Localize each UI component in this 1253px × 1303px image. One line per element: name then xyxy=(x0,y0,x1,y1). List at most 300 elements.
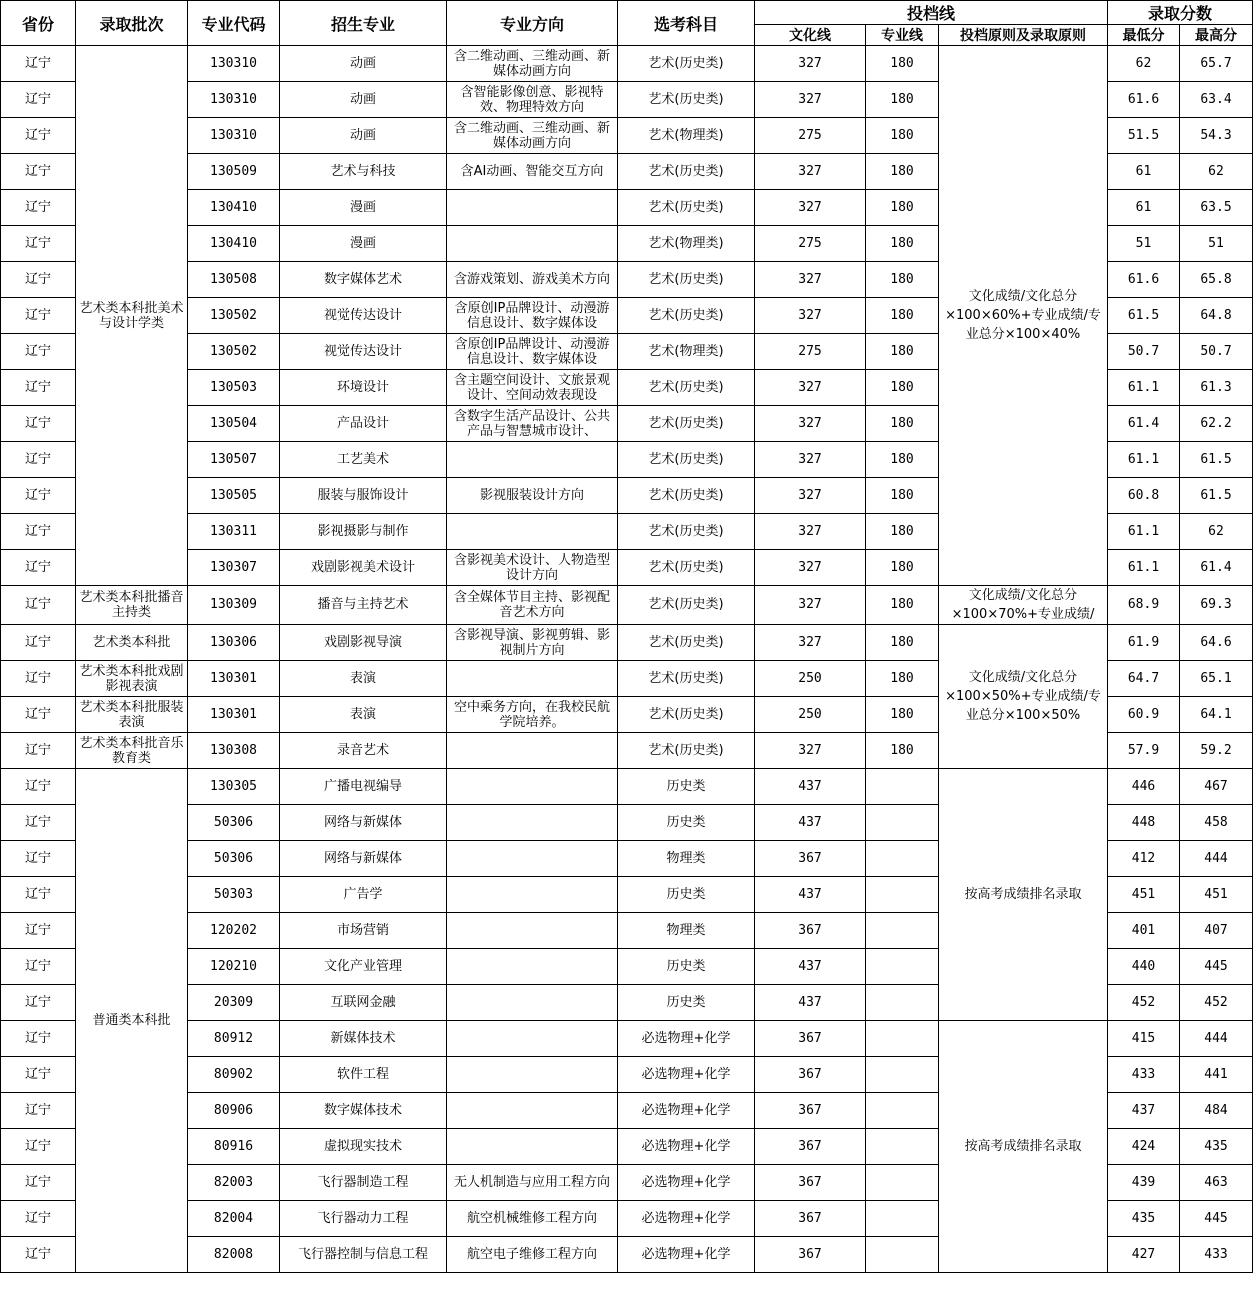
table-row xyxy=(1,625,1253,661)
direction-cell xyxy=(447,913,618,949)
code-cell: 80912 xyxy=(188,1021,280,1057)
direction-cell: 含数字生活产品设计、公共产品与智慧城市设计、 xyxy=(447,406,618,442)
code-cell: 82004 xyxy=(188,1201,280,1237)
subject-cell: 艺术(历史类) xyxy=(618,733,755,769)
culture-line-cell: 367 xyxy=(755,913,866,949)
code-cell: 120210 xyxy=(188,949,280,985)
min-score-cell: 68.9 xyxy=(1108,586,1180,625)
major-line-cell xyxy=(866,985,939,1021)
code-cell: 80916 xyxy=(188,1129,280,1165)
direction-cell: 航空电子维修工程方向 xyxy=(447,1237,618,1273)
culture-line-cell: 327 xyxy=(755,262,866,298)
code-cell: 80906 xyxy=(188,1093,280,1129)
major-cell: 数字媒体艺术 xyxy=(280,262,447,298)
code-cell: 130308 xyxy=(188,733,280,769)
culture-line-cell: 250 xyxy=(755,697,866,733)
major-cell: 视觉传达设计 xyxy=(280,334,447,370)
province-cell: 辽宁 xyxy=(1,805,76,841)
min-score-cell: 51 xyxy=(1108,226,1180,262)
principle-cell: 文化成绩/文化总分×100×60%+专业成绩/专业总分×100×40% xyxy=(939,46,1108,586)
culture-line-cell: 327 xyxy=(755,298,866,334)
major-cell: 动画 xyxy=(280,46,447,82)
subject-cell: 艺术(历史类) xyxy=(618,661,755,697)
batch-cell: 普通类本科批 xyxy=(76,769,188,1273)
culture-line-cell: 327 xyxy=(755,46,866,82)
major-cell: 网络与新媒体 xyxy=(280,841,447,877)
province-cell: 辽宁 xyxy=(1,877,76,913)
min-score-cell: 437 xyxy=(1108,1093,1180,1129)
code-cell: 20309 xyxy=(188,985,280,1021)
major-line-cell xyxy=(866,1093,939,1129)
code-cell: 130507 xyxy=(188,442,280,478)
batch-cell: 艺术类本科批戏剧影视表演 xyxy=(76,661,188,697)
max-score-cell: 63.4 xyxy=(1180,82,1253,118)
direction-cell: 空中乘务方向，在我校民航学院培养。 xyxy=(447,697,618,733)
direction-cell xyxy=(447,949,618,985)
culture-line-cell: 437 xyxy=(755,769,866,805)
province-cell: 辽宁 xyxy=(1,118,76,154)
culture-line-cell: 437 xyxy=(755,877,866,913)
subject-cell: 艺术(历史类) xyxy=(618,370,755,406)
min-score-cell: 62 xyxy=(1108,46,1180,82)
header-subject: 选考科目 xyxy=(618,1,755,46)
culture-line-cell: 327 xyxy=(755,514,866,550)
table-row xyxy=(1,769,1253,805)
max-score-cell: 445 xyxy=(1180,949,1253,985)
principle-cell: 按高考成绩排名录取 xyxy=(939,1021,1108,1273)
direction-cell xyxy=(447,733,618,769)
header-max: 最高分 xyxy=(1180,25,1253,46)
major-cell: 视觉传达设计 xyxy=(280,298,447,334)
min-score-cell: 435 xyxy=(1108,1201,1180,1237)
direction-cell: 含二维动画、三维动画、新媒体动画方向 xyxy=(447,118,618,154)
direction-cell: 含主题空间设计、文旅景观设计、空间动效表现设 xyxy=(447,370,618,406)
subject-cell: 历史类 xyxy=(618,949,755,985)
major-line-cell: 180 xyxy=(866,262,939,298)
min-score-cell: 415 xyxy=(1108,1021,1180,1057)
max-score-cell: 484 xyxy=(1180,1093,1253,1129)
min-score-cell: 439 xyxy=(1108,1165,1180,1201)
subject-cell: 必选物理+化学 xyxy=(618,1093,755,1129)
major-line-cell: 180 xyxy=(866,46,939,82)
max-score-cell: 458 xyxy=(1180,805,1253,841)
culture-line-cell: 367 xyxy=(755,1129,866,1165)
direction-cell xyxy=(447,190,618,226)
culture-line-cell: 367 xyxy=(755,1237,866,1273)
header-toudang: 投档线 xyxy=(755,1,1108,25)
max-score-cell: 452 xyxy=(1180,985,1253,1021)
major-line-cell: 180 xyxy=(866,406,939,442)
min-score-cell: 61 xyxy=(1108,190,1180,226)
subject-cell: 艺术(历史类) xyxy=(618,442,755,478)
max-score-cell: 62 xyxy=(1180,514,1253,550)
culture-line-cell: 327 xyxy=(755,625,866,661)
province-cell: 辽宁 xyxy=(1,1237,76,1273)
culture-line-cell: 327 xyxy=(755,406,866,442)
min-score-cell: 451 xyxy=(1108,877,1180,913)
subject-cell: 艺术(历史类) xyxy=(618,406,755,442)
min-score-cell: 424 xyxy=(1108,1129,1180,1165)
min-score-cell: 61.1 xyxy=(1108,370,1180,406)
subject-cell: 历史类 xyxy=(618,805,755,841)
code-cell: 130310 xyxy=(188,46,280,82)
province-cell: 辽宁 xyxy=(1,550,76,586)
direction-cell xyxy=(447,805,618,841)
code-cell: 50306 xyxy=(188,805,280,841)
major-cell: 文化产业管理 xyxy=(280,949,447,985)
table-row xyxy=(1,586,1253,625)
max-score-cell: 463 xyxy=(1180,1165,1253,1201)
major-line-cell: 180 xyxy=(866,118,939,154)
batch-cell: 艺术类本科批 xyxy=(76,625,188,661)
culture-line-cell: 327 xyxy=(755,154,866,190)
subject-cell: 必选物理+化学 xyxy=(618,1201,755,1237)
max-score-cell: 444 xyxy=(1180,1021,1253,1057)
major-cell: 录音艺术 xyxy=(280,733,447,769)
max-score-cell: 50.7 xyxy=(1180,334,1253,370)
major-line-cell: 180 xyxy=(866,733,939,769)
province-cell: 辽宁 xyxy=(1,370,76,406)
min-score-cell: 64.7 xyxy=(1108,661,1180,697)
direction-cell: 含影视导演、影视剪辑、影视制片方向 xyxy=(447,625,618,661)
subject-cell: 历史类 xyxy=(618,877,755,913)
major-cell: 影视摄影与制作 xyxy=(280,514,447,550)
direction-cell xyxy=(447,985,618,1021)
major-line-cell xyxy=(866,1129,939,1165)
max-score-cell: 444 xyxy=(1180,841,1253,877)
subject-cell: 必选物理+化学 xyxy=(618,1129,755,1165)
major-cell: 动画 xyxy=(280,118,447,154)
province-cell: 辽宁 xyxy=(1,733,76,769)
min-score-cell: 433 xyxy=(1108,1057,1180,1093)
header-principle: 投档原则及录取原则 xyxy=(939,25,1108,46)
max-score-cell: 61.4 xyxy=(1180,550,1253,586)
culture-line-cell: 327 xyxy=(755,82,866,118)
culture-line-cell: 437 xyxy=(755,949,866,985)
culture-line-cell: 367 xyxy=(755,1201,866,1237)
major-line-cell: 180 xyxy=(866,478,939,514)
max-score-cell: 467 xyxy=(1180,769,1253,805)
subject-cell: 艺术(历史类) xyxy=(618,586,755,625)
province-cell: 辽宁 xyxy=(1,298,76,334)
subject-cell: 艺术(物理类) xyxy=(618,334,755,370)
province-cell: 辽宁 xyxy=(1,586,76,625)
province-cell: 辽宁 xyxy=(1,661,76,697)
major-line-cell: 180 xyxy=(866,334,939,370)
major-line-cell: 180 xyxy=(866,661,939,697)
major-cell: 环境设计 xyxy=(280,370,447,406)
major-cell: 网络与新媒体 xyxy=(280,805,447,841)
min-score-cell: 448 xyxy=(1108,805,1180,841)
major-line-cell xyxy=(866,1057,939,1093)
major-cell: 动画 xyxy=(280,82,447,118)
major-cell: 虚拟现实技术 xyxy=(280,1129,447,1165)
province-cell: 辽宁 xyxy=(1,697,76,733)
major-line-cell: 180 xyxy=(866,625,939,661)
batch-cell: 艺术类本科批服装表演 xyxy=(76,697,188,733)
direction-cell xyxy=(447,226,618,262)
major-cell: 市场营销 xyxy=(280,913,447,949)
max-score-cell: 59.2 xyxy=(1180,733,1253,769)
max-score-cell: 62.2 xyxy=(1180,406,1253,442)
direction-cell: 无人机制造与应用工程方向 xyxy=(447,1165,618,1201)
code-cell: 130307 xyxy=(188,550,280,586)
province-cell: 辽宁 xyxy=(1,406,76,442)
max-score-cell: 65.7 xyxy=(1180,46,1253,82)
max-score-cell: 54.3 xyxy=(1180,118,1253,154)
major-cell: 戏剧影视美术设计 xyxy=(280,550,447,586)
major-line-cell xyxy=(866,949,939,985)
code-cell: 130309 xyxy=(188,586,280,625)
direction-cell: 含游戏策划、游戏美术方向 xyxy=(447,262,618,298)
header-luqu: 录取分数 xyxy=(1108,1,1253,25)
direction-cell xyxy=(447,1093,618,1129)
major-line-cell: 180 xyxy=(866,442,939,478)
major-line-cell xyxy=(866,805,939,841)
culture-line-cell: 367 xyxy=(755,1057,866,1093)
subject-cell: 艺术(历史类) xyxy=(618,82,755,118)
culture-line-cell: 437 xyxy=(755,805,866,841)
province-cell: 辽宁 xyxy=(1,442,76,478)
min-score-cell: 51.5 xyxy=(1108,118,1180,154)
max-score-cell: 433 xyxy=(1180,1237,1253,1273)
code-cell: 130509 xyxy=(188,154,280,190)
province-cell: 辽宁 xyxy=(1,625,76,661)
culture-line-cell: 327 xyxy=(755,586,866,625)
max-score-cell: 63.5 xyxy=(1180,190,1253,226)
code-cell: 130410 xyxy=(188,226,280,262)
culture-line-cell: 327 xyxy=(755,478,866,514)
direction-cell: 含影视美术设计、人物造型设计方向 xyxy=(447,550,618,586)
major-line-cell: 180 xyxy=(866,550,939,586)
province-cell: 辽宁 xyxy=(1,1165,76,1201)
subject-cell: 必选物理+化学 xyxy=(618,1165,755,1201)
major-line-cell: 180 xyxy=(866,697,939,733)
min-score-cell: 427 xyxy=(1108,1237,1180,1273)
code-cell: 130301 xyxy=(188,697,280,733)
code-cell: 130410 xyxy=(188,190,280,226)
direction-cell xyxy=(447,1057,618,1093)
min-score-cell: 57.9 xyxy=(1108,733,1180,769)
max-score-cell: 61.5 xyxy=(1180,442,1253,478)
subject-cell: 必选物理+化学 xyxy=(618,1057,755,1093)
culture-line-cell: 327 xyxy=(755,190,866,226)
subject-cell: 艺术(历史类) xyxy=(618,262,755,298)
culture-line-cell: 367 xyxy=(755,1165,866,1201)
subject-cell: 历史类 xyxy=(618,985,755,1021)
direction-cell: 含AI动画、智能交互方向 xyxy=(447,154,618,190)
major-cell: 播音与主持艺术 xyxy=(280,586,447,625)
subject-cell: 必选物理+化学 xyxy=(618,1237,755,1273)
min-score-cell: 401 xyxy=(1108,913,1180,949)
code-cell: 130505 xyxy=(188,478,280,514)
code-cell: 130305 xyxy=(188,769,280,805)
principle-cell: 文化成绩/文化总分×100×70%+专业成绩/ xyxy=(939,586,1108,625)
major-line-cell xyxy=(866,769,939,805)
direction-cell xyxy=(447,442,618,478)
code-cell: 130504 xyxy=(188,406,280,442)
major-line-cell xyxy=(866,1237,939,1273)
province-cell: 辽宁 xyxy=(1,1201,76,1237)
min-score-cell: 440 xyxy=(1108,949,1180,985)
code-cell: 130502 xyxy=(188,298,280,334)
code-cell: 120202 xyxy=(188,913,280,949)
max-score-cell: 64.6 xyxy=(1180,625,1253,661)
code-cell: 50303 xyxy=(188,877,280,913)
culture-line-cell: 367 xyxy=(755,1093,866,1129)
max-score-cell: 65.1 xyxy=(1180,661,1253,697)
max-score-cell: 65.8 xyxy=(1180,262,1253,298)
direction-cell xyxy=(447,1021,618,1057)
max-score-cell: 451 xyxy=(1180,877,1253,913)
province-cell: 辽宁 xyxy=(1,913,76,949)
culture-line-cell: 275 xyxy=(755,226,866,262)
major-line-cell: 180 xyxy=(866,154,939,190)
subject-cell: 艺术(历史类) xyxy=(618,550,755,586)
major-cell: 新媒体技术 xyxy=(280,1021,447,1057)
major-cell: 服装与服饰设计 xyxy=(280,478,447,514)
major-line-cell xyxy=(866,1165,939,1201)
province-cell: 辽宁 xyxy=(1,154,76,190)
min-score-cell: 446 xyxy=(1108,769,1180,805)
subject-cell: 艺术(历史类) xyxy=(618,46,755,82)
max-score-cell: 61.3 xyxy=(1180,370,1253,406)
subject-cell: 艺术(历史类) xyxy=(618,478,755,514)
code-cell: 50306 xyxy=(188,841,280,877)
max-score-cell: 445 xyxy=(1180,1201,1253,1237)
subject-cell: 艺术(历史类) xyxy=(618,514,755,550)
major-line-cell: 180 xyxy=(866,82,939,118)
major-cell: 飞行器控制与信息工程 xyxy=(280,1237,447,1273)
direction-cell xyxy=(447,1129,618,1165)
table-row xyxy=(1,46,1253,82)
min-score-cell: 60.9 xyxy=(1108,697,1180,733)
direction-cell: 含智能影像创意、影视特效、物理特效方向 xyxy=(447,82,618,118)
direction-cell: 含原创IP品牌设计、动漫游信息设计、数字媒体设 xyxy=(447,334,618,370)
min-score-cell: 61.1 xyxy=(1108,442,1180,478)
culture-line-cell: 367 xyxy=(755,1021,866,1057)
max-score-cell: 62 xyxy=(1180,154,1253,190)
culture-line-cell: 327 xyxy=(755,370,866,406)
code-cell: 130502 xyxy=(188,334,280,370)
code-cell: 130301 xyxy=(188,661,280,697)
major-cell: 数字媒体技术 xyxy=(280,1093,447,1129)
major-cell: 产品设计 xyxy=(280,406,447,442)
header-direction: 专业方向 xyxy=(447,1,618,46)
major-line-cell: 180 xyxy=(866,370,939,406)
province-cell: 辽宁 xyxy=(1,190,76,226)
max-score-cell: 441 xyxy=(1180,1057,1253,1093)
culture-line-cell: 367 xyxy=(755,841,866,877)
major-cell: 艺术与科技 xyxy=(280,154,447,190)
subject-cell: 艺术(历史类) xyxy=(618,625,755,661)
major-cell: 互联网金融 xyxy=(280,985,447,1021)
code-cell: 82003 xyxy=(188,1165,280,1201)
major-line-cell: 180 xyxy=(866,298,939,334)
province-cell: 辽宁 xyxy=(1,262,76,298)
max-score-cell: 407 xyxy=(1180,913,1253,949)
province-cell: 辽宁 xyxy=(1,841,76,877)
subject-cell: 艺术(历史类) xyxy=(618,190,755,226)
culture-line-cell: 327 xyxy=(755,550,866,586)
province-cell: 辽宁 xyxy=(1,1129,76,1165)
code-cell: 130311 xyxy=(188,514,280,550)
subject-cell: 历史类 xyxy=(618,769,755,805)
subject-cell: 必选物理+化学 xyxy=(618,1021,755,1057)
min-score-cell: 61 xyxy=(1108,154,1180,190)
header-major: 招生专业 xyxy=(280,1,447,46)
culture-line-cell: 327 xyxy=(755,733,866,769)
code-cell: 130306 xyxy=(188,625,280,661)
subject-cell: 艺术(历史类) xyxy=(618,298,755,334)
major-line-cell xyxy=(866,877,939,913)
direction-cell xyxy=(447,877,618,913)
province-cell: 辽宁 xyxy=(1,514,76,550)
max-score-cell: 61.5 xyxy=(1180,478,1253,514)
subject-cell: 艺术(物理类) xyxy=(618,118,755,154)
major-cell: 工艺美术 xyxy=(280,442,447,478)
major-line-cell: 180 xyxy=(866,586,939,625)
major-cell: 软件工程 xyxy=(280,1057,447,1093)
principle-cell: 文化成绩/文化总分×100×50%+专业成绩/专业总分×100×50% xyxy=(939,625,1108,769)
major-cell: 戏剧影视导演 xyxy=(280,625,447,661)
major-line-cell: 180 xyxy=(866,514,939,550)
header-batch: 录取批次 xyxy=(76,1,188,46)
max-score-cell: 51 xyxy=(1180,226,1253,262)
min-score-cell: 412 xyxy=(1108,841,1180,877)
table-row xyxy=(1,1021,1253,1057)
subject-cell: 物理类 xyxy=(618,841,755,877)
min-score-cell: 61.4 xyxy=(1108,406,1180,442)
province-cell: 辽宁 xyxy=(1,949,76,985)
major-cell: 广播电视编导 xyxy=(280,769,447,805)
max-score-cell: 435 xyxy=(1180,1129,1253,1165)
culture-line-cell: 275 xyxy=(755,118,866,154)
min-score-cell: 60.8 xyxy=(1108,478,1180,514)
major-line-cell: 180 xyxy=(866,226,939,262)
max-score-cell: 64.8 xyxy=(1180,298,1253,334)
code-cell: 130310 xyxy=(188,82,280,118)
major-cell: 漫画 xyxy=(280,226,447,262)
batch-cell: 艺术类本科批音乐教育类 xyxy=(76,733,188,769)
direction-cell: 航空机械维修工程方向 xyxy=(447,1201,618,1237)
min-score-cell: 61.1 xyxy=(1108,514,1180,550)
min-score-cell: 61.5 xyxy=(1108,298,1180,334)
code-cell: 80902 xyxy=(188,1057,280,1093)
subject-cell: 艺术(历史类) xyxy=(618,697,755,733)
header-major-line: 专业线 xyxy=(866,25,939,46)
direction-cell xyxy=(447,661,618,697)
major-cell: 飞行器动力工程 xyxy=(280,1201,447,1237)
min-score-cell: 61.1 xyxy=(1108,550,1180,586)
major-line-cell: 180 xyxy=(866,190,939,226)
culture-line-cell: 250 xyxy=(755,661,866,697)
direction-cell xyxy=(447,514,618,550)
major-cell: 漫画 xyxy=(280,190,447,226)
province-cell: 辽宁 xyxy=(1,1021,76,1057)
major-cell: 表演 xyxy=(280,697,447,733)
direction-cell: 含原创IP品牌设计、动漫游信息设计、数字媒体设 xyxy=(447,298,618,334)
subject-cell: 物理类 xyxy=(618,913,755,949)
province-cell: 辽宁 xyxy=(1,226,76,262)
culture-line-cell: 437 xyxy=(755,985,866,1021)
code-cell: 82008 xyxy=(188,1237,280,1273)
min-score-cell: 61.6 xyxy=(1108,262,1180,298)
max-score-cell: 69.3 xyxy=(1180,586,1253,625)
major-cell: 飞行器制造工程 xyxy=(280,1165,447,1201)
min-score-cell: 50.7 xyxy=(1108,334,1180,370)
header-culture-line: 文化线 xyxy=(755,25,866,46)
